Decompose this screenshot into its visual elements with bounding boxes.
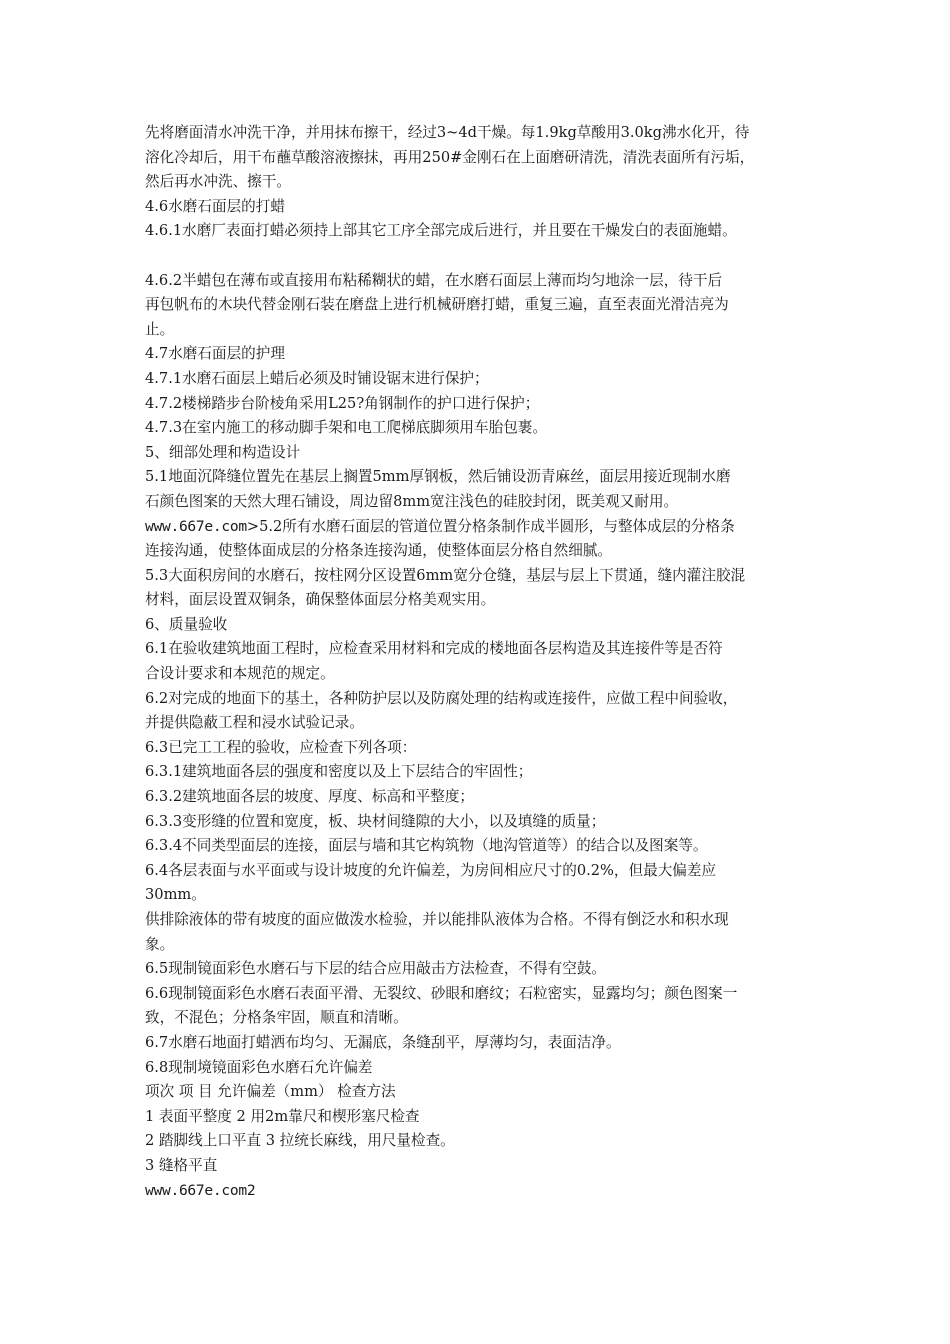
text-line: 6、质量验收: [145, 615, 228, 633]
text-line: 6.5现制镜面彩色水磨石与下层的结合应用敲击方法检查，不得有空鼓。: [145, 960, 607, 978]
text-line: 象。: [145, 935, 175, 953]
text-line: 4.6.1水磨厂表面打蜡必须持上部其它工序全部完成后进行，并且要在干燥发白的表面施蜡。: [145, 222, 737, 240]
text-line: 石颜色图案的天然大理石铺设，周边留8mm宽注浅色的硅胶封闭，既美观又耐用。: [145, 492, 679, 510]
text-line: 4.7.2楼梯踏步台阶棱角采用L25?角钢制作的护口进行保护；: [145, 394, 540, 412]
text-line: 6.7水磨石地面打蜡洒布均匀、无漏底，条缝刮平，厚薄均匀，表面洁净。: [145, 1033, 621, 1051]
text-line: 6.1在验收建筑地面工程时，应检查采用材料和完成的楼地面各层构造及其连接件等是否符: [145, 640, 723, 658]
text-line: 4.6.2半蜡包在薄布或直接用布粘稀糊状的蜡，在水磨石面层上薄而均匀地涂一层，待干后: [145, 271, 723, 289]
blank-line: [145, 244, 825, 269]
text-line: 致，不混色；分格条牢固，顺直和清晰。: [145, 1009, 408, 1027]
text-line: 6.2对完成的地面下的基土，各种防护层以及防腐处理的结构或连接件，应做工程中间验收，: [145, 689, 738, 707]
text-line: 6.4各层表面与水平面或与设计坡度的允许偏差，为房间相应尺寸的0.2%，但最大偏差应: [145, 861, 717, 879]
text-line: 1 表面平整度 2 用2m靠尺和楔形塞尺检查: [145, 1107, 420, 1125]
text-line: 然后再水冲洗、擦干。: [145, 173, 291, 191]
text-line: 先将磨面清水冲洗干净，并用抹布擦干，经过3~4d干燥。每1.9kg草酸用3.0kg沸水化开，待: [145, 124, 750, 141]
footer-link-line: [145, 1179, 825, 1204]
text-line: 供排除液体的带有坡度的面应做泼水检验，并以能排队液体为合格。不得有倒泛水和积水现: [145, 911, 729, 928]
text-line: 连接沟通，使整体面成层的分格条连接沟通，使整体面层分格自然细腻。: [145, 542, 613, 560]
text-line: 6.3.2建筑地面各层的坡度、厚度、标高和平整度；: [145, 788, 475, 806]
text-line: 再包帆布的木块代替金刚石装在磨盘上进行机械研磨打蜡，重复三遍，直至表面光滑洁亮为: [145, 296, 729, 314]
text-line: 材料，面层设置双铜条，确保整体面层分格美观实用。: [145, 591, 496, 609]
text-line: 6.3已完工工程的验收，应检查下列各项：: [145, 738, 417, 756]
text-line: 3 缝格平直: [145, 1156, 218, 1174]
text-line: 合设计要求和本规范的规定。: [145, 665, 335, 683]
text-line: 止。: [145, 320, 175, 338]
document-body: [145, 121, 825, 1203]
text-line: 2 踏脚线上口平直 3 拉统长麻线，用尺量检查。: [145, 1132, 455, 1150]
text-line: 6.3.3变形缝的位置和宽度，板、块材间缝隙的大小，以及填缝的质量；: [145, 812, 606, 830]
text-line: 4.7.1水磨石面层上蜡后必须及时铺设锯末进行保护；: [145, 369, 489, 387]
text-line: 4.7.3在室内施工的移动脚手架和电工爬梯底脚须用车胎包裹。: [145, 419, 547, 437]
text-line: 4.7水磨石面层的护理: [145, 345, 285, 363]
text-line: 项次 项 目 允许偏差（mm） 检查方法: [145, 1083, 396, 1101]
text-line-content: >5.2所有水磨石面层的管道位置分格条制作成半圆形，与整体成层的分格条: [246, 517, 735, 535]
watermark-link[interactable]: www.667e.com: [145, 517, 247, 535]
text-line: 30mm。: [145, 886, 206, 904]
text-line-with-link: [145, 515, 825, 540]
text-line: 6.3.4不同类型面层的连接，面层与墙和其它构筑物（地沟管道等）的结合以及图案等。: [145, 837, 708, 855]
footer-watermark-link[interactable]: www.667e.com2: [145, 1181, 256, 1199]
text-line: 并提供隐蔽工程和浸水试验记录。: [145, 714, 364, 732]
text-line: 5.3大面积房间的水磨石，按柱网分区设置6mm宽分仓缝，基层与层上下贯通，缝内灌注胶混: [145, 566, 746, 584]
text-line: 5、细部处理和构造设计: [145, 443, 301, 461]
text-line: 4.6水磨石面层的打蜡: [145, 197, 285, 215]
text-line: 6.8现制境镜面彩色水磨石允许偏差: [145, 1058, 373, 1076]
text-line: 5.1地面沉降缝位置先在基层上搁置5mm厚钢板，然后铺设沥青麻丝，面层用接近现制水磨: [145, 468, 731, 486]
text-line: 6.6现制镜面彩色水磨石表面平滑、无裂纹、砂眼和磨纹；石粒密实，显露均匀；颜色图案一: [145, 984, 738, 1002]
text-line: 溶化冷却后，用干布蘸草酸溶液擦抹，再用250#金刚石在上面磨研清洗，清洗表面所有污垢，: [145, 148, 755, 166]
text-line: 6.3.1建筑地面各层的强度和密度以及上下层结合的牢固性；: [145, 763, 533, 781]
